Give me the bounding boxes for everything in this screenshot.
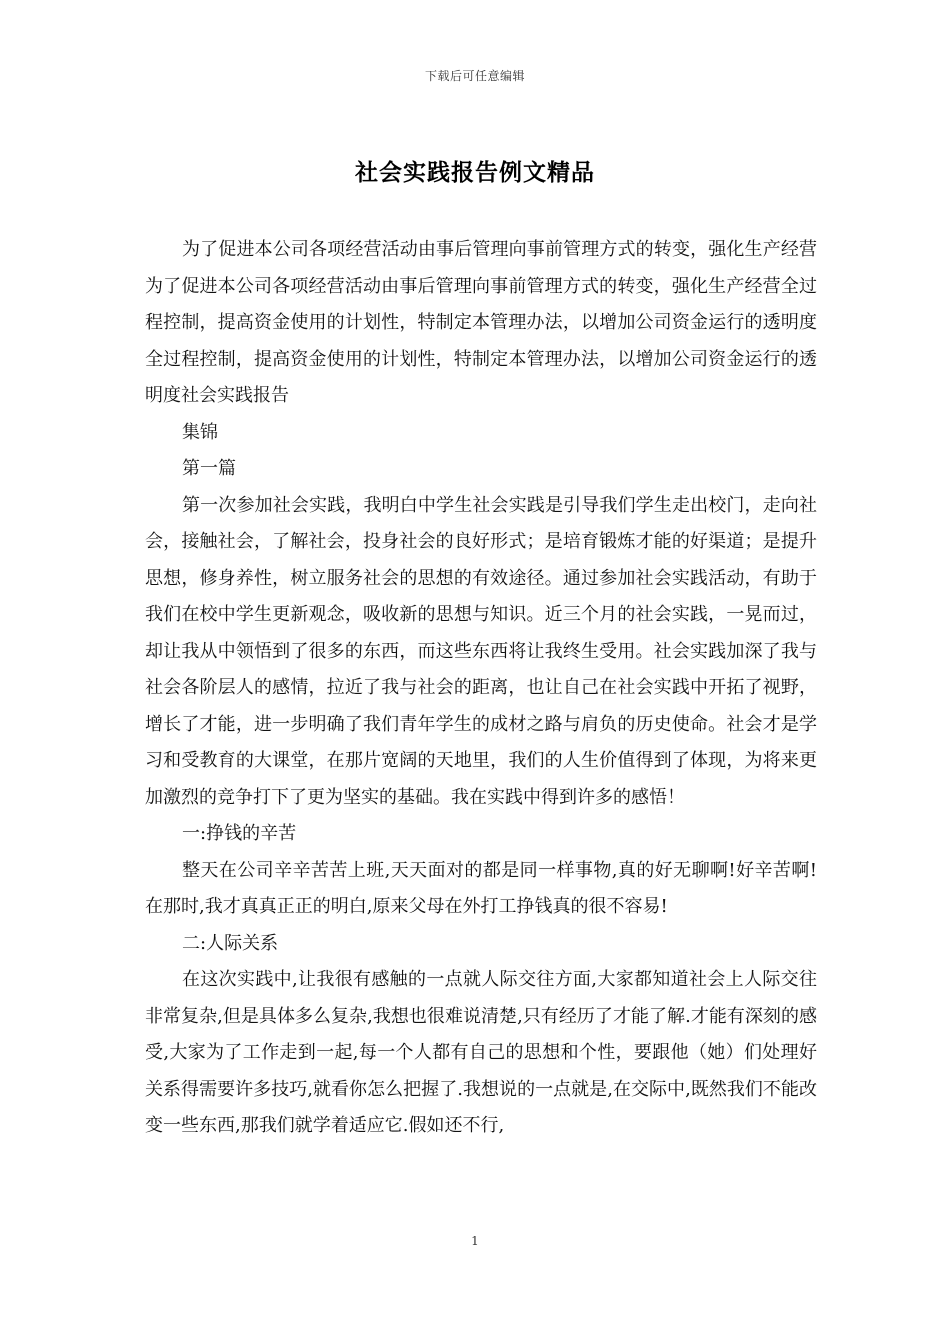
- first-experience-paragraph: 第一次参加社会实践，我明白中学生社会实践是引导我们学生走出校门，走向社会，接触社会，了解社会，投身社会的良好形式；是培育锻炼才能的好渠道；是提升思想，修身养性，树立服务社会的思想的有效途径。通过参加社会实践活动，有助于我们在校中学生更新观念，吸收新的思想与知识。近三个月的社会实践，一晃而过，却让我从中领悟到了很多的东西，而这些东西将让我终生受用。社会实践加深了我与社会各阶层人的感情，拉近了我与社会的距离，也让自己在社会实践中开拓了视野，增长了才能，进一步明确了我们青年学生的成材之路与肩负的历史使命。社会才是学习和受教育的大课堂，在那片宽阔的天地里，我们的人生价值得到了体现，为将来更加激烈的竞争打下了更为坚实的基础。我在实践中得到许多的感悟！: [145, 494, 817, 808]
- header-note: 下载后可任意编辑: [424, 69, 525, 83]
- document-body: [145, 232, 817, 1145]
- section-heading-first: 第一篇: [182, 458, 236, 479]
- collection-label: 集锦: [182, 421, 218, 443]
- page-number: 1: [471, 1234, 479, 1248]
- subheading-earning-money: 一:挣钱的辛苦: [182, 823, 297, 844]
- earning-money-paragraph: 整天在公司辛辛苦苦上班,天天面对的都是同一样事物,真的好无聊啊!好辛苦啊!在那时,我才真真正正的明白,原来父母在外打工挣钱真的很不容易!: [145, 859, 817, 917]
- relationships-paragraph: 在这次实践中,让我很有感触的一点就人际交往方面,大家都知道社会上人际交往非常复杂,但是具体多么复杂,我想也很难说清楚,只有经历了才能了解.才能有深刻的感受,大家为了工作走到一起,每一个人都有自己的思想和个性，要跟他（她）们处理好关系得需要许多技巧,就看你怎么把握了.我想说的一点就是,在交际中,既然我们不能改变一些东西,那我们就学着适应它.假如还不行,: [145, 969, 817, 1136]
- document-title: 社会实践报告例文精品: [355, 159, 595, 186]
- intro-paragraph: 为了促进本公司各项经营活动由事后管理向事前管理方式的转变，强化生产经营为了促进本公司各项经营活动由事后管理向事前管理方式的转变，强化生产经营全过程控制，提高资金使用的计划性，特制定本管理办法，以增加公司资金运行的透明度全过程控制，提高资金使用的计划性，特制定本管理办法，以增加公司资金运行的透明度社会实践报告: [145, 239, 817, 406]
- subheading-relationships: 二:人际关系: [182, 932, 279, 954]
